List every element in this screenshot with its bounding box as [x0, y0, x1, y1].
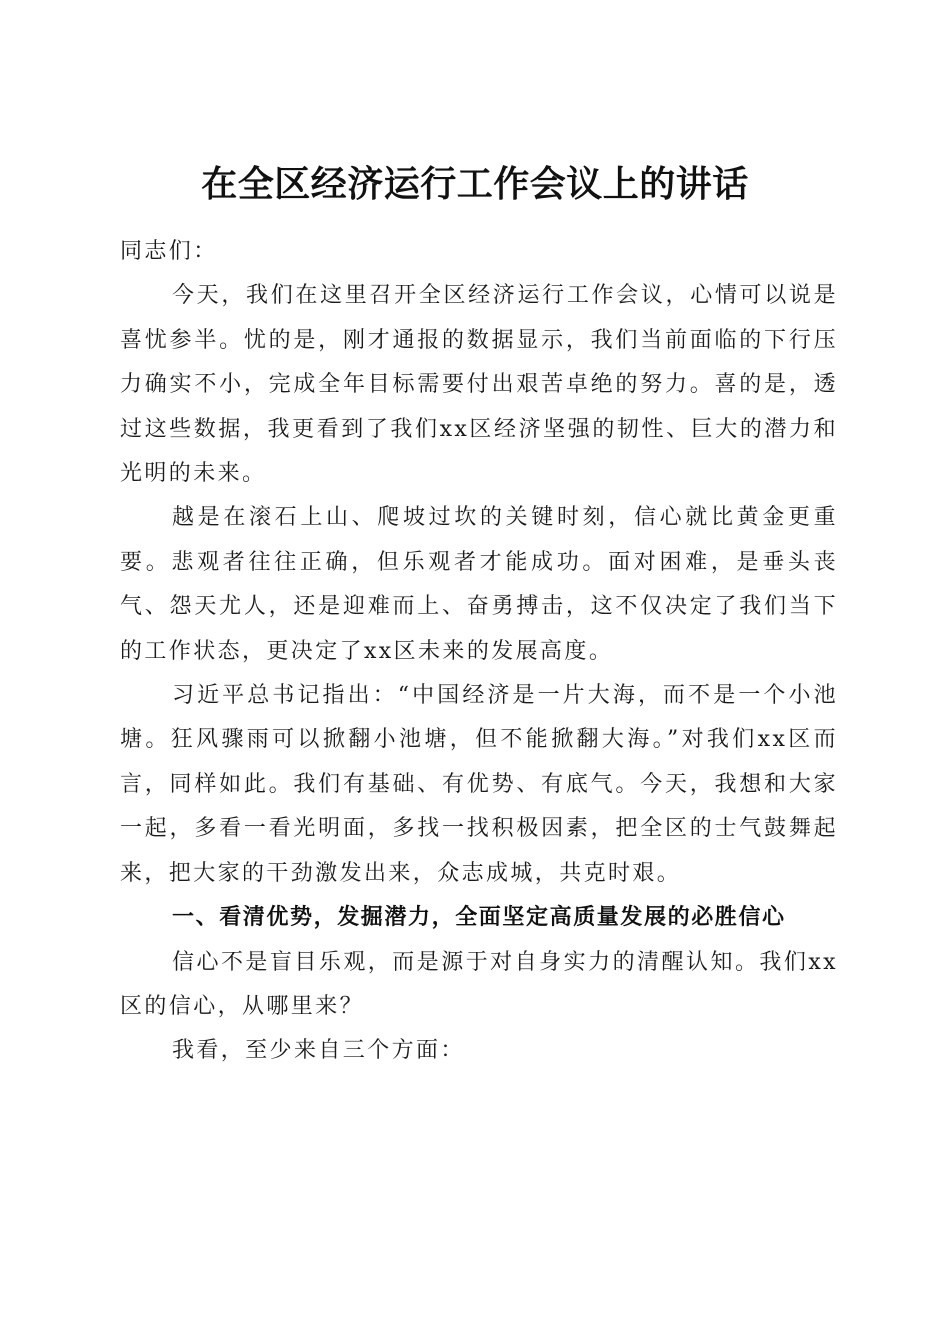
paragraph-section-intro: 信心不是盲目乐观，而是源于对自身实力的清醒认知。我们xx区的信心，从哪里来？: [120, 949, 838, 1019]
section-heading-one: 一、看清优势，发掘潜力，全面坚定高质量发展的必胜信心: [172, 905, 786, 931]
paragraph-opening: 今天，我们在这里召开全区经济运行工作会议，心情可以说是喜忧参半。忧的是，刚才通报的数据显示，我们当前面临的下行压力确实不小，完成全年目标需要付出艰苦卓绝的努力。喜的是，透过这些数据，我更看到了我们xx区经济坚强的韧性、巨大的潜力和光明的未来。: [120, 283, 838, 487]
paragraph-quote: 习近平总书记指出：“中国经济是一片大海，而不是一个小池塘。狂风骤雨可以掀翻小池塘，但不能掀翻大海。”对我们xx区而言，同样如此。我们有基础、有优势、有底气。今天，我想和大家一起，多看一看光明面，多找一找积极因素，把全区的士气鼓舞起来，把大家的干劲激发出来，众志成城，共克时艰。: [120, 683, 838, 886]
salutation: 同志们：: [120, 239, 218, 264]
paragraph-three-aspects: 我看，至少来自三个方面：: [172, 1038, 465, 1064]
document-body: [120, 230, 838, 1074]
document-title: 在全区经济运行工作会议上的讲话: [201, 163, 749, 206]
paragraph-confidence: 越是在滚石上山、爬坡过坎的关键时刻，信心就比黄金更重要。悲观者往往正确，但乐观者才能成功。面对困难，是垂头丧气、怨天尤人，还是迎难而上、奋勇搏击，这不仅决定了我们当下的工作状态，更决定了xx区未来的发展高度。: [120, 505, 838, 664]
